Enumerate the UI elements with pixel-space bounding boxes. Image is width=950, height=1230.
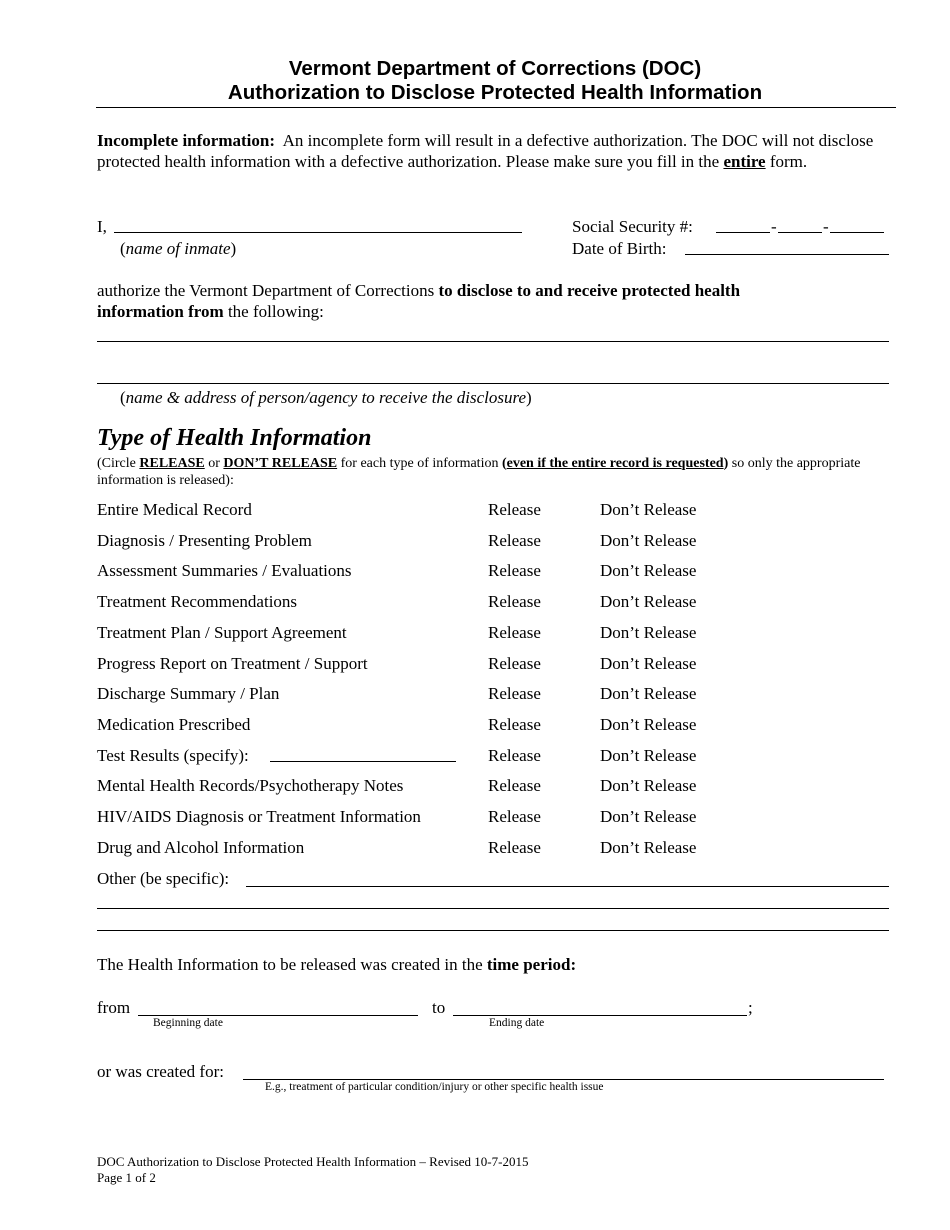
health-info-heading: Type of Health Information xyxy=(97,425,372,451)
from-label: from xyxy=(97,998,131,1017)
dont-release-option[interactable]: Don’t Release xyxy=(600,715,697,734)
health-info-item-label: Treatment Recommendations xyxy=(97,592,298,611)
created-for-caption: E.g., treatment of particular condition/injury or other specific health issue xyxy=(265,1081,604,1093)
i-label: I, xyxy=(97,217,107,236)
ssn-field-part1[interactable] xyxy=(716,232,770,233)
health-info-item-label: Medication Prescribed xyxy=(97,715,251,734)
ssn-separator-1: - xyxy=(771,217,777,236)
created-for-field[interactable] xyxy=(243,1079,884,1080)
time-period-intro: The Health Information to be released was created in the time period: xyxy=(97,955,577,974)
health-info-item-label: Discharge Summary / Plan xyxy=(97,684,280,703)
dont-release-option[interactable]: Don’t Release xyxy=(600,623,697,642)
beginning-date-caption: Beginning date xyxy=(153,1017,223,1029)
ssn-separator-2: - xyxy=(823,217,829,236)
test-results-specify-field[interactable] xyxy=(270,761,456,762)
recipient-field-line2[interactable] xyxy=(97,383,889,384)
footer-revision: DOC Authorization to Disclose Protected Health Information – Revised 10-7-2015 xyxy=(97,1154,529,1169)
recipient-caption: (name & address of person/agency to receive the disclosure) xyxy=(120,388,532,407)
release-option[interactable]: Release xyxy=(488,531,541,550)
notice-end: form. xyxy=(769,152,808,171)
semicolon: ; xyxy=(748,998,753,1017)
ssn-label: Social Security #: xyxy=(572,217,693,236)
health-info-item-label: Treatment Plan / Support Agreement xyxy=(97,623,347,642)
release-option[interactable]: Release xyxy=(488,623,541,642)
release-option[interactable]: Release xyxy=(488,838,541,857)
other-field-line3[interactable] xyxy=(97,930,889,931)
dont-release-option[interactable]: Don’t Release xyxy=(600,838,697,857)
ssn-field-part2[interactable] xyxy=(778,232,822,233)
incomplete-notice xyxy=(97,130,897,172)
header-divider xyxy=(96,107,896,108)
notice-label: Incomplete information: xyxy=(97,131,276,150)
beginning-date-field[interactable] xyxy=(138,1015,418,1016)
form-title-line1: Vermont Department of Corrections (DOC) xyxy=(288,57,702,80)
other-label: Other (be specific): xyxy=(97,869,230,888)
recipient-field-line1[interactable] xyxy=(97,341,889,342)
dont-release-option[interactable]: Don’t Release xyxy=(600,561,697,580)
footer-page-number: Page 1 of 2 xyxy=(97,1170,156,1185)
health-info-item-label: Diagnosis / Presenting Problem xyxy=(97,531,312,550)
release-option[interactable]: Release xyxy=(488,776,541,795)
health-info-item-label: Assessment Summaries / Evaluations xyxy=(97,561,352,580)
dont-release-option[interactable]: Don’t Release xyxy=(600,746,697,765)
other-field-line1[interactable] xyxy=(246,886,889,887)
ending-date-caption: Ending date xyxy=(489,1017,545,1029)
release-option[interactable]: Release xyxy=(488,715,541,734)
health-info-item-label: Drug and Alcohol Information xyxy=(97,838,305,857)
dont-release-option[interactable]: Don’t Release xyxy=(600,654,697,673)
notice-emphasis: entire xyxy=(723,152,766,171)
created-for-label: or was created for: xyxy=(97,1062,224,1081)
authorize-statement: authorize the Vermont Department of Corrections to disclose to and receive protected health information from the following: xyxy=(97,281,741,321)
other-field-line2[interactable] xyxy=(97,908,889,909)
dont-release-option[interactable]: Don’t Release xyxy=(600,531,697,550)
dont-release-option[interactable]: Don’t Release xyxy=(600,807,697,826)
health-info-instructions: (Circle RELEASE or DON’T RELEASE for each type of information (even if the entire record is requested) so only the appropriate information is released): xyxy=(97,456,861,488)
to-label: to xyxy=(432,998,446,1017)
form-title-line2: Authorization to Disclose Protected Health Information xyxy=(227,81,763,104)
release-option[interactable]: Release xyxy=(488,561,541,580)
ssn-field-part3[interactable] xyxy=(830,232,884,233)
dob-label: Date of Birth: xyxy=(572,239,667,258)
dont-release-option[interactable]: Don’t Release xyxy=(600,776,697,795)
notice-text: An incomplete form will result in a defective authorization. The DOC will not disclose protected health information with a defective authorization. Please make sure you fill in the xyxy=(97,131,874,171)
health-info-item-label: HIV/AIDS Diagnosis or Treatment Information xyxy=(97,807,421,826)
dont-release-option[interactable]: Don’t Release xyxy=(600,684,697,703)
health-info-item-label: Entire Medical Record xyxy=(97,500,252,519)
health-info-item-label: Mental Health Records/Psychotherapy Notes xyxy=(97,776,404,795)
dont-release-option[interactable]: Don’t Release xyxy=(600,500,697,519)
release-option[interactable]: Release xyxy=(488,654,541,673)
release-option[interactable]: Release xyxy=(488,746,541,765)
release-option[interactable]: Release xyxy=(488,684,541,703)
health-info-item-label: Progress Report on Treatment / Support xyxy=(97,654,368,673)
inmate-name-field[interactable] xyxy=(114,232,522,233)
inmate-caption: (name of inmate) xyxy=(120,239,237,258)
release-option[interactable]: Release xyxy=(488,500,541,519)
release-option[interactable]: Release xyxy=(488,807,541,826)
health-info-item-label: Test Results (specify): xyxy=(97,746,249,765)
release-option[interactable]: Release xyxy=(488,592,541,611)
dob-field[interactable] xyxy=(685,254,889,255)
ending-date-field[interactable] xyxy=(453,1015,747,1016)
dont-release-option[interactable]: Don’t Release xyxy=(600,592,697,611)
